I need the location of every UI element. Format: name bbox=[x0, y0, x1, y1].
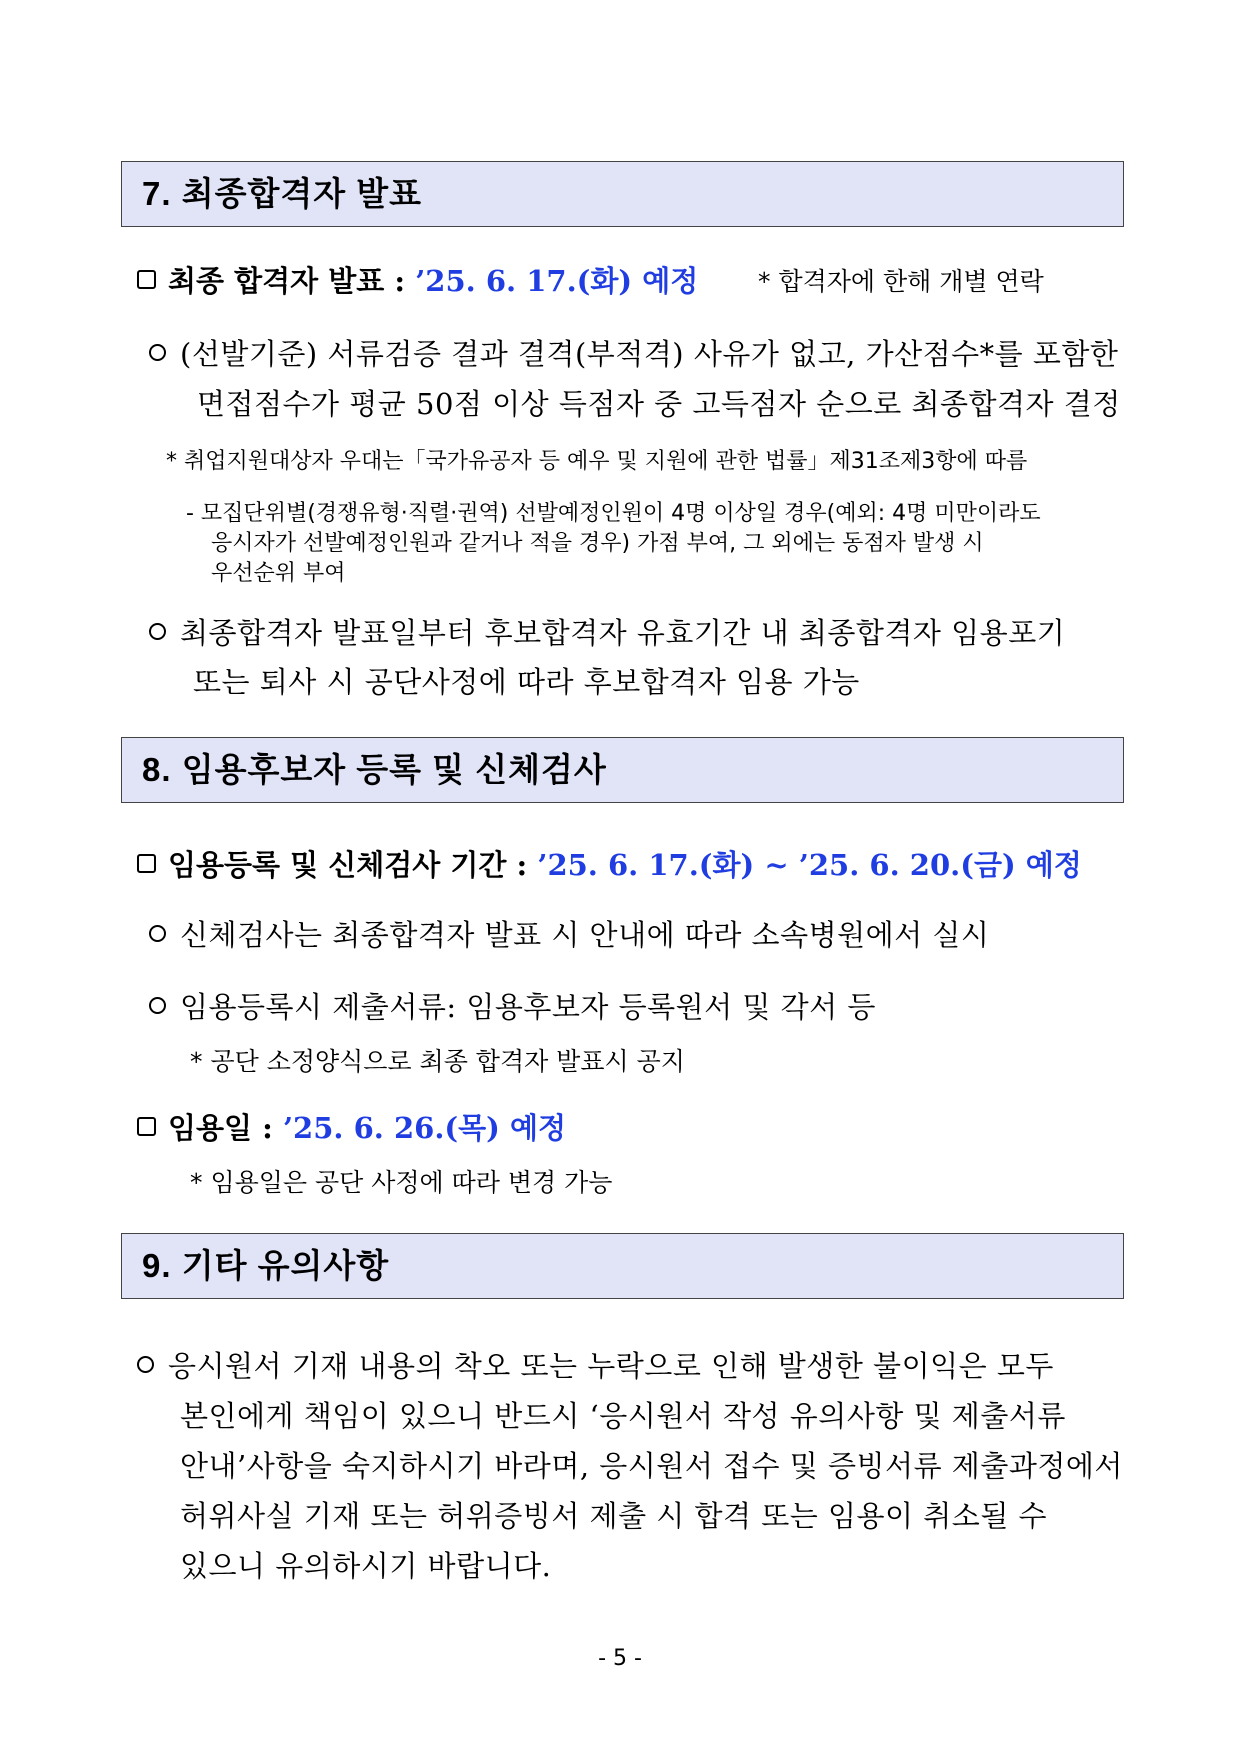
s7-dash-line3: 우선순위 부여 bbox=[211, 561, 346, 586]
s7-sub1-line1 bbox=[149, 332, 1125, 373]
square-bullet-icon bbox=[137, 270, 156, 289]
square-bullet-icon bbox=[137, 854, 156, 873]
section-8-header bbox=[121, 737, 1124, 803]
section-9-header bbox=[121, 1233, 1124, 1299]
s9-line1 bbox=[137, 1344, 1054, 1385]
section-9-title: 9. 기타 유의사항 bbox=[142, 1247, 390, 1284]
s7-dash-line2: 응시자가 선발예정인원과 같거나 적을 경우) 가점 부여, 그 외에는 동점자 발생 시 bbox=[211, 531, 984, 556]
s8-sub2 bbox=[149, 985, 876, 1026]
s7-item1-note: * 합격자에 한해 개별 연락 bbox=[758, 267, 1044, 296]
s8-item2-note: * 임용일은 공단 사정에 따라 변경 가능 bbox=[190, 1168, 613, 1197]
s9-line4: 허위사실 기재 또는 허위증빙서 제출 시 합격 또는 임용이 취소될 수 bbox=[180, 1499, 1048, 1533]
s8-sub2-text: 임용등록시 제출서류: 임용후보자 등록원서 및 각서 등 bbox=[180, 990, 876, 1024]
s8-item2-date: ’25. 6. 26.(목) 예정 bbox=[282, 1111, 567, 1145]
section-7-title: 7. 최종합격자 발표 bbox=[142, 175, 423, 212]
s9-text1: 응시원서 기재 내용의 착오 또는 누락으로 인해 발생한 불이익은 모두 bbox=[168, 1349, 1054, 1383]
s7-item1-label: 최종 합격자 발표 : bbox=[168, 264, 416, 298]
s8-sub2-note: * 공단 소정양식으로 최종 합격자 발표시 공지 bbox=[190, 1047, 685, 1076]
s7-sub2-line1 bbox=[149, 611, 1065, 652]
s9-line2: 본인에게 책임이 있으니 반드시 ‘응시원서 작성 유의사항 및 제출서류 bbox=[180, 1399, 1066, 1433]
s7-sub1-text1: (선발기준) 서류검증 결과 결격(부적격) 사유가 없고, 가산점수*를 포함한 bbox=[180, 337, 1119, 371]
s8-sub1-text: 신체검사는 최종합격자 발표 시 안내에 따라 소속병원에서 실시 bbox=[180, 918, 990, 952]
s8-item-appointment-date bbox=[137, 1106, 566, 1147]
page-number: - 5 - bbox=[598, 1646, 642, 1671]
s7-sub2-text1: 최종합격자 발표일부터 후보합격자 유효기간 내 최종합격자 임용포기 bbox=[180, 616, 1066, 650]
s9-line3: 안내’사항을 숙지하시기 바라며, 응시원서 접수 및 증빙서류 제출과정에서 bbox=[180, 1449, 1123, 1483]
s9-line5: 있으니 유의하시기 바랍니다. bbox=[180, 1549, 552, 1583]
square-bullet-icon bbox=[137, 1117, 156, 1136]
s8-sub1 bbox=[149, 913, 989, 954]
circle-bullet-icon bbox=[149, 997, 166, 1014]
s7-item-final-announcement bbox=[137, 259, 698, 300]
s7-item1-date: ’25. 6. 17.(화) 예정 bbox=[415, 264, 699, 298]
s8-item1-label: 임용등록 및 신체검사 기간 : bbox=[168, 848, 538, 882]
s8-item2-label: 임용일 : bbox=[168, 1111, 283, 1145]
s8-item1-date: ’25. 6. 17.(화) ~ ’25. 6. 20.(금) 예정 bbox=[537, 848, 1082, 882]
s7-dash-line1: - 모집단위별(경쟁유형·직렬·권역) 선발예정인원이 4명 이상일 경우(예외: 4명 미만이라도 bbox=[186, 501, 1041, 526]
circle-bullet-icon bbox=[149, 623, 166, 640]
section-7-header bbox=[121, 161, 1124, 227]
section-8-title: 8. 임용후보자 등록 및 신체검사 bbox=[142, 751, 607, 788]
s7-sub1-line2: 면접점수가 평균 50점 이상 득점자 중 고득점자 순으로 최종합격자 결정 bbox=[197, 387, 1121, 421]
circle-bullet-icon bbox=[149, 344, 166, 361]
circle-bullet-icon bbox=[149, 925, 166, 942]
s7-footnote: * 취업지원대상자 우대는「국가유공자 등 예우 및 지원에 관한 법률」제31조제3항에 따름 bbox=[166, 449, 1028, 474]
s8-item-registration-period bbox=[137, 843, 1082, 884]
s7-sub2-line2: 또는 퇴사 시 공단사정에 따라 후보합격자 임용 가능 bbox=[193, 665, 860, 699]
circle-bullet-icon bbox=[137, 1356, 154, 1373]
